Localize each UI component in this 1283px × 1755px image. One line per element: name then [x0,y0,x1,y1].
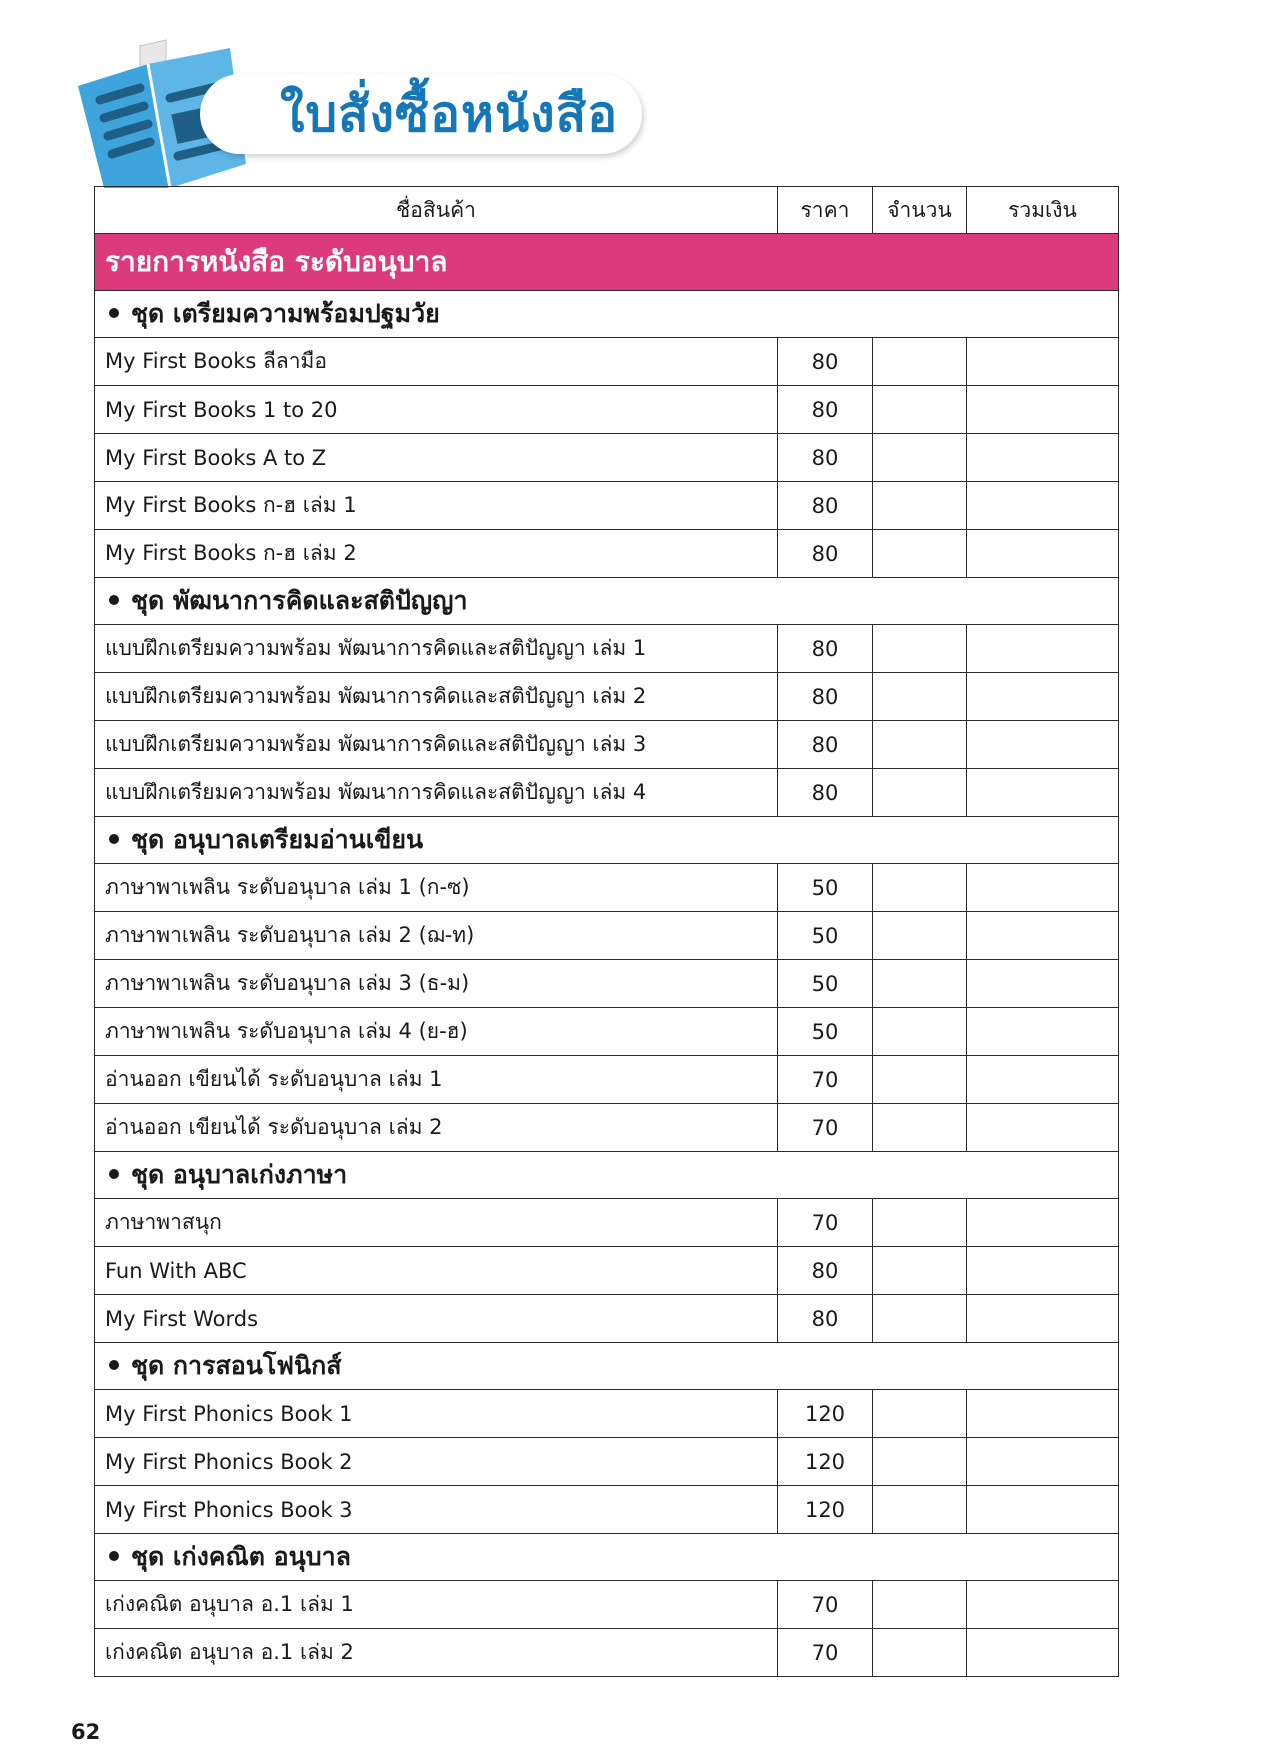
qty-cell[interactable] [873,1295,967,1343]
page-number: 62 [71,1720,101,1744]
item-name: My First Words [95,1295,778,1343]
price: 80 [778,386,873,434]
price: 80 [778,673,873,721]
qty-cell[interactable] [873,530,967,578]
qty-cell[interactable] [873,960,967,1008]
table-row [95,1247,1119,1295]
series-title: ชุด พัฒนาการคิดและสติปัญญา [131,586,468,615]
table-row [95,1486,1119,1534]
item-name: เก่งคณิต อนุบาล อ.1 เล่ม 2 [95,1629,778,1677]
total-cell[interactable] [967,864,1119,912]
table-row [95,1295,1119,1343]
qty-cell[interactable] [873,625,967,673]
price: 80 [778,530,873,578]
qty-cell[interactable] [873,864,967,912]
item-name: My First Phonics Book 1 [95,1390,778,1438]
level-row [95,234,1119,291]
total-cell[interactable] [967,1056,1119,1104]
table-row [95,912,1119,960]
item-name: แบบฝึกเตรียมความพร้อม พัฒนาการคิดและสติปัญญา เล่ม 2 [95,673,778,721]
qty-cell[interactable] [873,386,967,434]
qty-cell[interactable] [873,1581,967,1629]
price: 120 [778,1438,873,1486]
item-name: ภาษาพาเพลิน ระดับอนุบาล เล่ม 2 (ฌ-ท) [95,912,778,960]
total-cell[interactable] [967,1295,1119,1343]
price: 50 [778,864,873,912]
qty-cell[interactable] [873,721,967,769]
series-cell [95,1534,1119,1581]
qty-cell[interactable] [873,338,967,386]
price: 80 [778,769,873,817]
level-label: รายการหนังสือ ระดับอนุบาล [95,234,1119,291]
table-row [95,1629,1119,1677]
total-cell[interactable] [967,1629,1119,1677]
total-cell[interactable] [967,1438,1119,1486]
bullet-icon [109,595,119,605]
item-name: My First Phonics Book 2 [95,1438,778,1486]
total-cell[interactable] [967,912,1119,960]
total-cell[interactable] [967,1247,1119,1295]
series-row [95,817,1119,864]
order-table [94,186,1119,1677]
total-cell[interactable] [967,1104,1119,1152]
table-row [95,673,1119,721]
page-title: ใบสั่งซื้อหนังสือ [280,85,619,143]
price: 70 [778,1199,873,1247]
bullet-icon [109,308,119,318]
total-cell[interactable] [967,1390,1119,1438]
total-cell[interactable] [967,721,1119,769]
qty-cell[interactable] [873,1056,967,1104]
table-row [95,1438,1119,1486]
price: 50 [778,1008,873,1056]
qty-cell[interactable] [873,769,967,817]
item-name: My First Books ก-ฮ เล่ม 2 [95,530,778,578]
header-row [95,187,1119,234]
total-cell[interactable] [967,769,1119,817]
item-name: แบบฝึกเตรียมความพร้อม พัฒนาการคิดและสติปัญญา เล่ม 3 [95,721,778,769]
total-cell[interactable] [967,960,1119,1008]
total-cell[interactable] [967,338,1119,386]
series-title: ชุด เก่งคณิต อนุบาล [131,1542,351,1571]
qty-cell[interactable] [873,434,967,482]
price: 80 [778,1247,873,1295]
item-name: My First Books ลีลามือ [95,338,778,386]
table-row [95,769,1119,817]
qty-cell[interactable] [873,482,967,530]
table-row [95,625,1119,673]
price: 50 [778,912,873,960]
table-row [95,434,1119,482]
price: 80 [778,721,873,769]
total-cell[interactable] [967,673,1119,721]
header-qty: จำนวน [873,187,967,234]
table-row [95,338,1119,386]
bullet-icon [109,1360,119,1370]
item-name: อ่านออก เขียนได้ ระดับอนุบาล เล่ม 2 [95,1104,778,1152]
series-cell [95,291,1119,338]
qty-cell[interactable] [873,1438,967,1486]
table-row [95,1104,1119,1152]
price: 120 [778,1486,873,1534]
bullet-icon [109,1551,119,1561]
table-row [95,1056,1119,1104]
price: 80 [778,1295,873,1343]
series-cell [95,817,1119,864]
table-row [95,960,1119,1008]
series-row [95,1343,1119,1390]
table-row [95,1199,1119,1247]
bullet-icon [109,1169,119,1179]
item-name: ภาษาพาเพลิน ระดับอนุบาล เล่ม 1 (ก-ซ) [95,864,778,912]
qty-cell[interactable] [873,1199,967,1247]
price: 80 [778,434,873,482]
series-title: ชุด การสอนโฟนิกส์ [131,1351,342,1380]
series-row [95,1152,1119,1199]
total-cell[interactable] [967,1008,1119,1056]
series-title: ชุด อนุบาลเตรียมอ่านเขียน [131,825,424,854]
item-name: My First Books A to Z [95,434,778,482]
qty-cell[interactable] [873,1104,967,1152]
series-cell [95,1152,1119,1199]
price: 70 [778,1056,873,1104]
total-cell[interactable] [967,482,1119,530]
item-name: อ่านออก เขียนได้ ระดับอนุบาล เล่ม 1 [95,1056,778,1104]
price: 80 [778,625,873,673]
qty-cell[interactable] [873,1390,967,1438]
price: 50 [778,960,873,1008]
price: 70 [778,1629,873,1677]
qty-cell[interactable] [873,1247,967,1295]
series-cell [95,578,1119,625]
item-name: Fun With ABC [95,1247,778,1295]
series-row [95,578,1119,625]
qty-cell[interactable] [873,912,967,960]
item-name: My First Phonics Book 3 [95,1486,778,1534]
bullet-icon [109,834,119,844]
price: 80 [778,338,873,386]
table-row [95,530,1119,578]
price: 70 [778,1104,873,1152]
series-cell [95,1343,1119,1390]
header-total: รวมเงิน [967,187,1119,234]
item-name: ภาษาพาเพลิน ระดับอนุบาล เล่ม 4 (ย-ฮ) [95,1008,778,1056]
table-row [95,864,1119,912]
total-cell[interactable] [967,530,1119,578]
header-price: ราคา [778,187,873,234]
table-row [95,482,1119,530]
price: 120 [778,1390,873,1438]
header-name: ชื่อสินค้า [95,187,778,234]
title-banner [200,74,642,154]
series-row [95,1534,1119,1581]
series-title: ชุด อนุบาลเก่งภาษา [131,1160,348,1189]
qty-cell[interactable] [873,1008,967,1056]
table-row [95,1390,1119,1438]
total-cell[interactable] [967,434,1119,482]
table-row [95,1008,1119,1056]
price: 80 [778,482,873,530]
qty-cell[interactable] [873,1629,967,1677]
series-title: ชุด เตรียมความพร้อมปฐมวัย [131,299,440,328]
item-name: แบบฝึกเตรียมความพร้อม พัฒนาการคิดและสติปัญญา เล่ม 4 [95,769,778,817]
total-cell[interactable] [967,1486,1119,1534]
table-row [95,386,1119,434]
item-name: ภาษาพาเพลิน ระดับอนุบาล เล่ม 3 (ธ-ม) [95,960,778,1008]
total-cell[interactable] [967,1581,1119,1629]
qty-cell[interactable] [873,1486,967,1534]
total-cell[interactable] [967,625,1119,673]
item-name: My First Books ก-ฮ เล่ม 1 [95,482,778,530]
total-cell[interactable] [967,386,1119,434]
page-header [70,38,619,188]
series-row [95,291,1119,338]
item-name: เก่งคณิต อนุบาล อ.1 เล่ม 1 [95,1581,778,1629]
item-name: ภาษาพาสนุก [95,1199,778,1247]
qty-cell[interactable] [873,673,967,721]
total-cell[interactable] [967,1199,1119,1247]
item-name: My First Books 1 to 20 [95,386,778,434]
item-name: แบบฝึกเตรียมความพร้อม พัฒนาการคิดและสติปัญญา เล่ม 1 [95,625,778,673]
price: 70 [778,1581,873,1629]
table-row [95,721,1119,769]
table-row [95,1581,1119,1629]
